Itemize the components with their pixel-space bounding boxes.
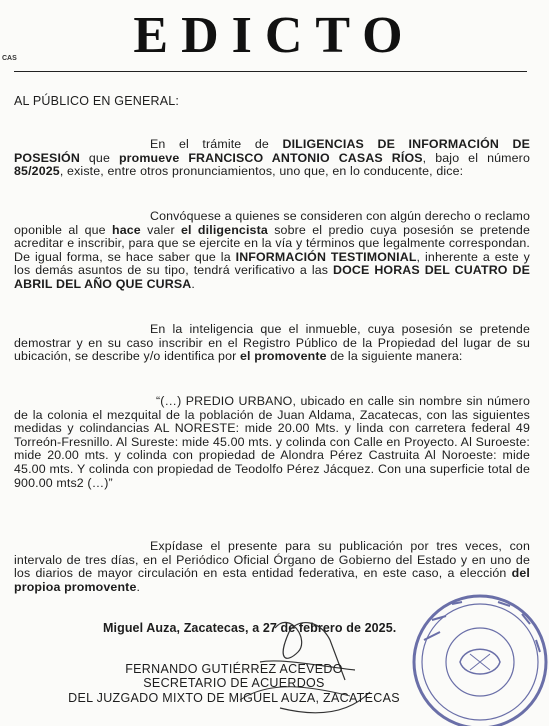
signer-name: FERNANDO GUTIÉRREZ ACEVEDO bbox=[125, 662, 343, 676]
header-rule bbox=[14, 71, 527, 72]
place-date: Miguel Auza, Zacatecas, a 27 de febrero de 2025. bbox=[103, 621, 397, 635]
addressee: AL PÚBLICO EN GENERAL: bbox=[14, 94, 180, 108]
header-tag: CAS bbox=[2, 55, 17, 62]
signer-court: DEL JUZGADO MIXTO DE MIGUEL AUZA, ZACATECAS bbox=[68, 691, 400, 705]
paragraph-convocation: Convóquese a quienes se consideren con algún derecho o reclamo oponible al que hace valer el diligencista sobre el predio cuya posesión se pretende acreditar e inscribir, para que se ejercite en la vía y términos que legalmente correspondan. De igual forma, se hace saber que la INFORMACIÓN TESTIMONIAL, inherente a este y los demás asuntos de su tipo, tendrá verificativo a las DOCE HORAS DEL CUATRO DE ABRIL DEL AÑO QUE CURSA. bbox=[14, 209, 531, 291]
paragraph-publication: Expídase el presente para su publicación por tres veces, con intervalo de tres días, en el Periódico Oficial Órgano de Gobierno del Estado y en uno de los diarios de mayor circulación en esta entidad federativa, en este caso, a elección del propioa promovente. bbox=[14, 539, 530, 594]
paragraph-procedure: En el trámite de DILIGENCIAS DE INFORMACIÓN DE POSESIÓN que promueve FRANCISCO ANTONIO CASAS RÍOS, bajo el número 85/2025, existe, entre otros pronunciamientos, uno que, en lo conducente, dice: bbox=[14, 137, 530, 179]
signer-role: SECRETARIO DE ACUERDOS bbox=[143, 676, 325, 690]
court-seal-stamp bbox=[400, 590, 549, 726]
document-title: EDICTO bbox=[133, 7, 416, 64]
paragraph-property-description: “(…) PREDIO URBANO, ubicado en calle sin nombre sin número de la colonia el mezquital de la población de Juan Aldama, Zacatecas, con las siguientes medidas y colindancias AL NORESTE: mide 20.00 Mts. y linda con carretera federal 49 Torreón-Fresnillo. Al Sureste: mide 45.00 mts. y colinda con Calle en Proyecto. Al Suroeste: mide 20.00 mts. y colinda con propiedad de Alondra Pérez Castruita Al Noroeste: mide 45.00 mts. Y colinda con propiedad de Teodolfo Pérez Jácquez. Con una superficie total de 900.00 mts2 (…)” bbox=[14, 394, 530, 490]
paragraph-property-intro: En la inteligencia que el inmueble, cuya posesión se pretende demostrar y en su caso inscribir en el Registro Público de la Propiedad del lugar de su ubicación, se describe y/o identifica por el promovente de la siguiente manera: bbox=[14, 322, 530, 364]
